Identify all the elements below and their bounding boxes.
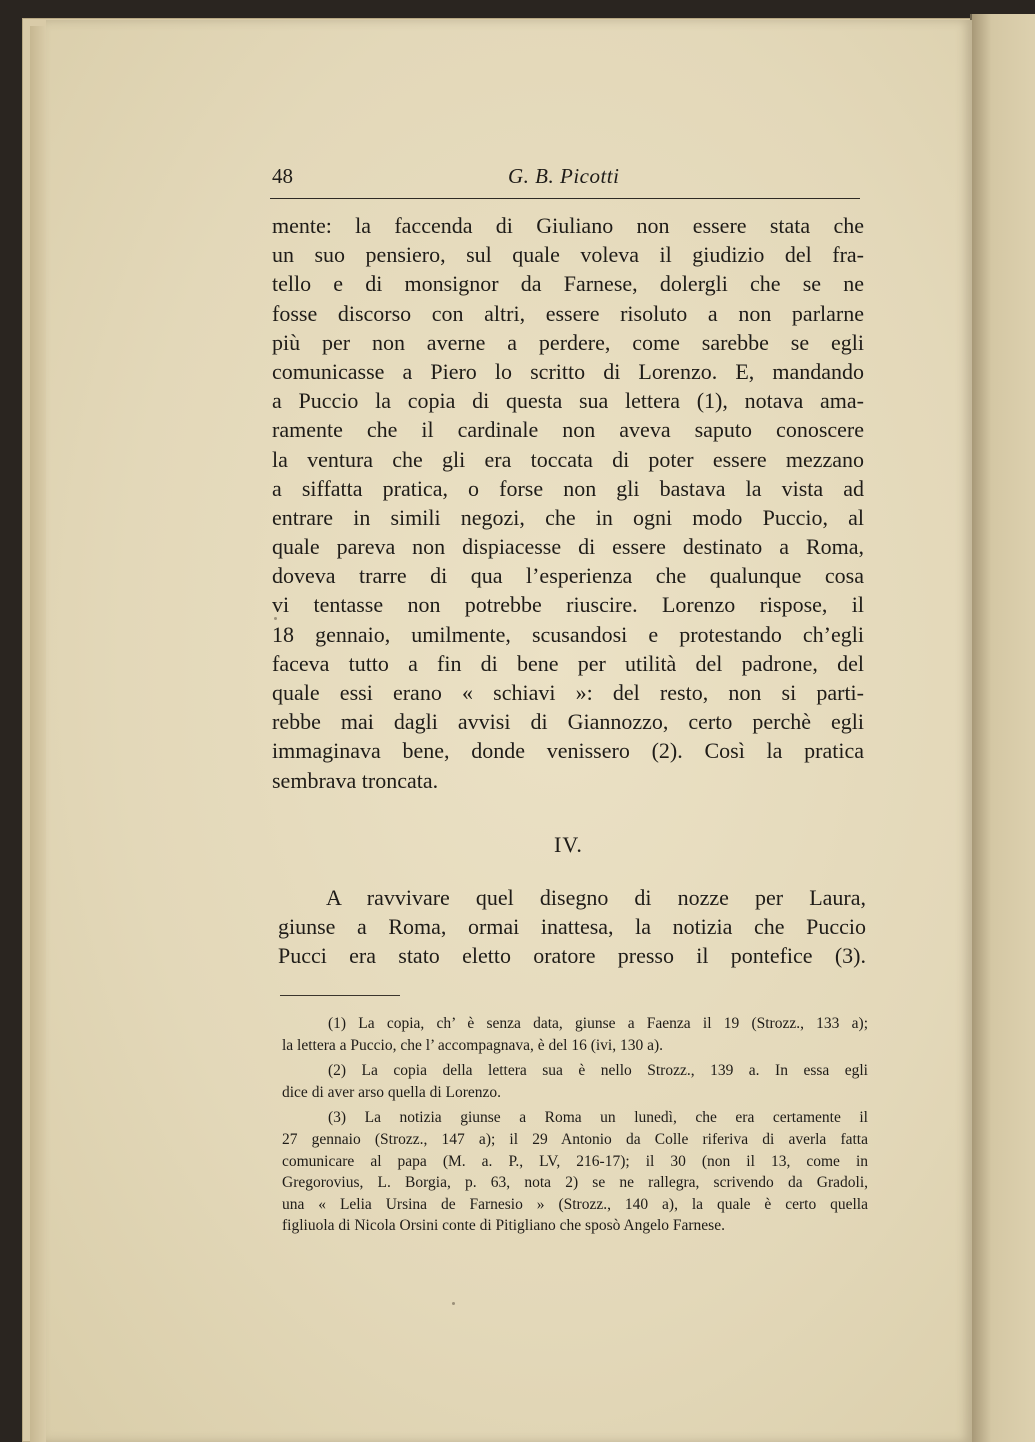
footnote-line: figliuola di Nicola Orsini conte di Pitigliano che sposò Angelo Farnese. bbox=[282, 1217, 725, 1235]
paper-speck bbox=[452, 1302, 455, 1305]
footnote-line: una « Lelia Ursina de Farnesio » (Strozz., 140 a), la quale è certo quella bbox=[282, 1195, 868, 1213]
page-number: 48 bbox=[272, 164, 293, 188]
paragraph-1 bbox=[272, 211, 864, 795]
header-rule bbox=[270, 198, 860, 199]
text-line: un suo pensiero, sul quale voleva il giudizio del fra- bbox=[272, 242, 864, 268]
footnote-line: Gregorovius, L. Borgia, p. 63, nota 2) se ne rallegra, scrivendo da Gradoli, bbox=[282, 1174, 868, 1192]
text-line: vi tentasse non potrebbe riuscire. Lorenzo rispose, il bbox=[272, 592, 864, 618]
text-line: la ventura che gli era toccata di poter essere mezzano bbox=[272, 446, 864, 472]
footnote-line: (1) La copia, ch’ è senza data, giunse a Faenza il 19 (Strozz., 133 a); bbox=[328, 1015, 868, 1032]
running-head bbox=[270, 146, 914, 198]
running-title: G. B. Picotti bbox=[508, 164, 620, 188]
book-page bbox=[46, 20, 972, 1442]
footnote-line: 27 gennaio (Strozz., 147 a); il 29 Antonio da Colle riferiva di averla fatta bbox=[282, 1130, 868, 1148]
footnote-line: dice di aver arso quella di Lorenzo. bbox=[282, 1083, 502, 1101]
text-line: entrare in simili negozi, che in ogni modo Puccio, al bbox=[272, 504, 864, 530]
footnotes bbox=[282, 1013, 868, 1237]
text-line: immaginava bene, donde venissero (2). Così la pratica bbox=[272, 738, 864, 764]
footnote-rule bbox=[280, 995, 400, 996]
text-line: doveva trarre di qua l’esperienza che qualunque cosa bbox=[272, 563, 864, 589]
text-line: ramente che il cardinale non aveva saputo conoscere bbox=[272, 417, 864, 443]
text-line: più per non averne a perdere, come sarebbe se egli bbox=[272, 329, 864, 355]
text-line: a Puccio la copia di questa sua lettera (1), notava ama- bbox=[272, 388, 864, 414]
text-line: mente: la faccenda di Giuliano non essere stata che bbox=[272, 213, 864, 238]
paragraph-2 bbox=[278, 883, 866, 971]
facing-page-edge bbox=[970, 14, 1035, 1442]
footnote-line: comunicare al papa (M. a. P., LV, 216-17); il 30 (non il 13, come in bbox=[282, 1152, 868, 1170]
text-line: a siffatta pratica, o forse non gli bastava la vista ad bbox=[272, 475, 864, 501]
text-line: Pucci era stato eletto oratore presso il pontefice (3). bbox=[278, 943, 866, 969]
footnote-line: (2) La copia della lettera sua è nello Strozz., 139 a. In essa egli bbox=[328, 1062, 868, 1080]
text-line: faceva tutto a fin di bene per utilità del padrone, del bbox=[272, 650, 864, 676]
text-line: quale essi erano « schiavi »: del resto, non si parti- bbox=[272, 680, 864, 705]
text-line: A ravvivare quel disegno di nozze per Laura, bbox=[326, 885, 866, 910]
footnote-line: la lettera a Puccio, che l’ accompagnava, è del 16 (ivi, 130 a). bbox=[282, 1036, 664, 1054]
section-heading: IV. bbox=[554, 832, 583, 857]
text-line: tello e di monsignor da Farnese, dolergli che se ne bbox=[272, 271, 864, 297]
text-line: comunicasse a Piero lo scritto di Lorenzo. E, mandando bbox=[272, 358, 864, 384]
paper-speck bbox=[274, 617, 277, 620]
text-line: sembrava troncata. bbox=[272, 767, 439, 793]
text-line: giunse a Roma, ormai inattesa, la notizia che Puccio bbox=[278, 914, 866, 940]
text-line: fosse discorso con altri, essere risoluto a non parlarne bbox=[272, 300, 864, 326]
text-line: quale pareva non dispiacesse di essere destinato a Roma, bbox=[272, 534, 864, 560]
text-line: 18 gennaio, umilmente, scusandosi e protestando ch’egli bbox=[272, 621, 864, 647]
text-line: rebbe mai dagli avvisi di Giannozzo, certo perchè egli bbox=[272, 709, 864, 735]
footnote-line: (3) La notizia giunse a Roma un lunedì, che era certamente il bbox=[328, 1109, 868, 1127]
